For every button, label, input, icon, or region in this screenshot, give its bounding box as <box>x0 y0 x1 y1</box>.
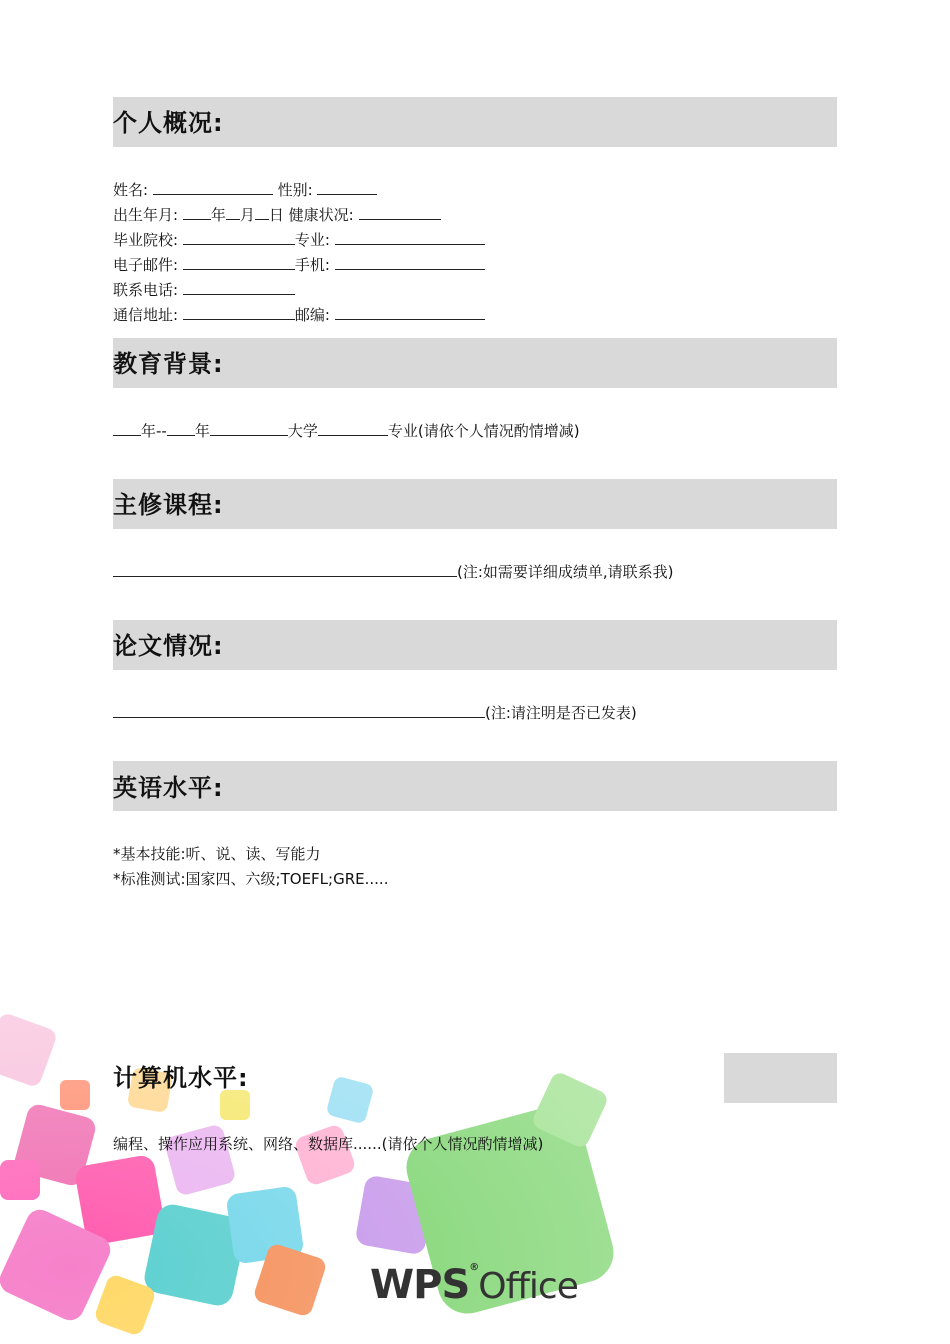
courses-blank <box>113 559 457 577</box>
phone-label: 联系电话: <box>113 281 179 299</box>
section-bar-computer <box>724 1053 837 1103</box>
thesis-blank <box>113 700 485 718</box>
courses-note: (注:如需要详细成绩单,请联系我) <box>457 563 674 581</box>
courses-line <box>113 559 674 585</box>
edu-major-blank <box>318 418 388 436</box>
health-label: 健康状况: <box>288 206 354 224</box>
address-label: 通信地址: <box>113 306 179 324</box>
edu-university: 大学 <box>287 422 318 440</box>
zip-label: 邮编: <box>294 306 330 324</box>
section-title-english: 英语水平: <box>113 774 224 802</box>
section-title-thesis: 论文情况: <box>113 632 224 660</box>
mobile-label: 手机: <box>294 256 330 274</box>
section-title-education: 教育背景: <box>113 350 224 378</box>
edu-university-blank <box>210 418 288 436</box>
name-blank <box>153 177 273 195</box>
section-title-courses: 主修课程: <box>113 491 224 519</box>
major-blank <box>335 227 485 245</box>
address-blank <box>183 302 295 320</box>
mobile-blank <box>335 252 485 270</box>
education-line <box>113 418 580 444</box>
birth-label: 出生年月: <box>113 206 179 224</box>
major-label: 专业: <box>294 231 330 249</box>
email-label: 电子邮件: <box>113 256 179 274</box>
month-label: 月 <box>239 206 255 224</box>
section-title-profile: 个人概况: <box>113 109 224 137</box>
english-tests: *标准测试:国家四、六级;TOEFL;GRE..... <box>113 870 389 888</box>
wps-office-logo <box>370 1262 578 1308</box>
edu-end-year-blank <box>167 418 195 436</box>
birth-month-blank <box>226 202 240 220</box>
gender-blank <box>317 177 377 195</box>
birth-day-blank <box>255 202 269 220</box>
day-label: 日 <box>268 206 284 224</box>
school-blank <box>183 227 295 245</box>
profile-line-school-major <box>113 227 485 253</box>
profile-line-email-mobile <box>113 252 485 278</box>
year-label: 年 <box>210 206 226 224</box>
name-label: 姓名: <box>113 181 149 199</box>
wps-logo-registered-mark: ® <box>469 1262 479 1273</box>
health-blank <box>359 202 441 220</box>
edu-major-note: 专业(请依个人情况酌情增减) <box>387 422 580 440</box>
zip-blank <box>335 302 485 320</box>
email-blank <box>183 252 295 270</box>
edu-start-year-blank <box>113 418 141 436</box>
english-skills: *基本技能:听、说、读、写能力 <box>113 845 321 863</box>
school-label: 毕业院校: <box>113 231 179 249</box>
wps-logo-product: Office <box>478 1266 578 1307</box>
edu-year2: 年 <box>194 422 210 440</box>
edu-year1: 年-- <box>141 422 167 440</box>
phone-blank <box>183 277 295 295</box>
profile-line-birth-health <box>113 202 441 228</box>
thesis-note: (注:请注明是否已发表) <box>485 704 637 722</box>
gender-label: 性别: <box>277 181 313 199</box>
profile-line-phone <box>113 277 295 303</box>
birth-year-blank <box>183 202 211 220</box>
section-title-computer: 计算机水平: <box>113 1064 249 1092</box>
wps-logo-brand: WPS <box>370 1262 470 1308</box>
computer-text: 编程、操作应用系统、网络、数据库......(请依个人情况酌情增减) <box>113 1135 544 1153</box>
profile-line-address-zip <box>113 302 485 328</box>
profile-line-name-gender <box>113 177 377 203</box>
thesis-line <box>113 700 637 726</box>
